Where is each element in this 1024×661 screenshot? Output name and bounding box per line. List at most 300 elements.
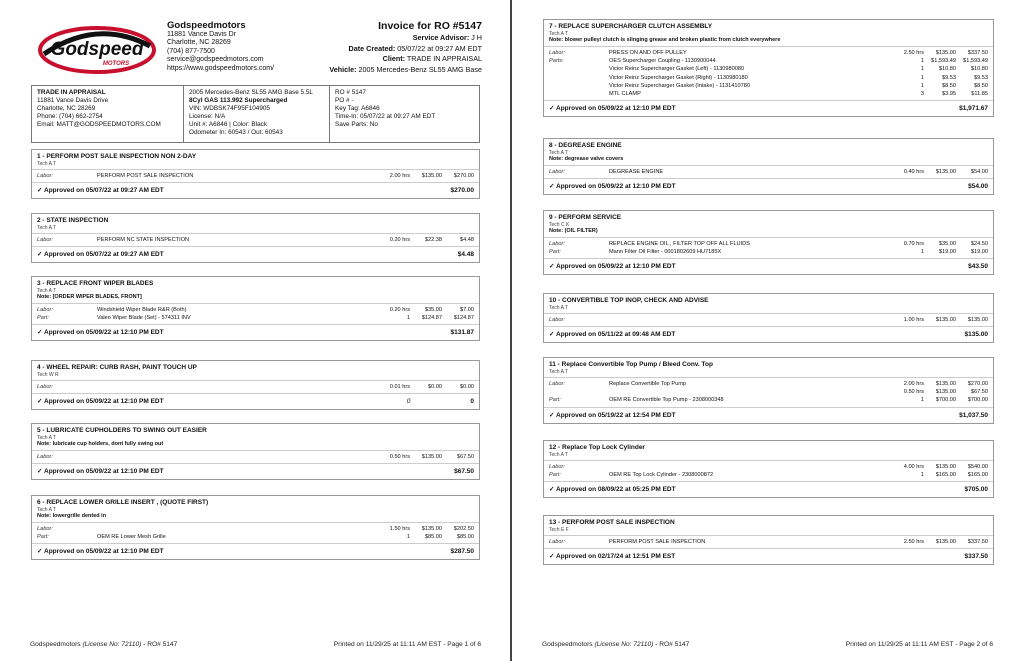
job-header — [32, 424, 479, 450]
client-name: TRADE IN APPRAISAL — [37, 89, 106, 96]
job-tech: Tech A T — [37, 161, 57, 167]
line-type: Labor: — [549, 539, 565, 545]
job-footer — [32, 324, 479, 340]
line-quantity: 1.00 hrs — [903, 317, 924, 323]
job-lines — [544, 165, 993, 178]
approval-status: ✓ Approved on 05/09/22 at 12:10 PM EDT — [37, 398, 164, 406]
job-footer — [544, 100, 993, 116]
line-amount: $8.50 — [974, 82, 988, 89]
job-title: 12 - Replace Top Lock Cylinder — [549, 444, 645, 451]
job-footer — [544, 178, 993, 194]
job-note-label: Note: — [549, 156, 564, 162]
job-title: 5 - LUBRICATE CUPHOLDERS TO SWING OUT EASIER — [37, 427, 207, 434]
line-type — [549, 388, 609, 396]
job-total: $337.50 — [964, 553, 988, 561]
job-lines — [32, 169, 479, 182]
job-line-item — [37, 453, 474, 461]
line-quantity: 0.20 hrs — [389, 307, 410, 313]
job-line-item — [37, 533, 474, 541]
job-title: 11 - Replace Convertible Top Pump / Bleed Conv. Top — [549, 361, 713, 368]
job-header — [544, 139, 993, 165]
job-header — [544, 358, 993, 377]
job-card — [543, 293, 994, 343]
shop-email[interactable]: service@godspeedmotors.com — [167, 56, 264, 64]
line-quantity: 1 — [406, 315, 410, 322]
vehicle-line-1: 2005 Mercedes-Benz SL55 AMG Base 5.5L — [189, 89, 313, 96]
line-rate: $35.00 — [938, 241, 956, 247]
job-line-item — [549, 388, 988, 396]
approval-status: ✓ Approved on 05/07/22 at 09:27 AM EDT — [37, 251, 164, 259]
footer-ro: - RO# 5147 — [143, 641, 178, 648]
line-quantity: 1 — [920, 249, 924, 256]
approval-status: ✓ Approved on 05/19/22 at 12:54 PM EDT — [549, 411, 676, 419]
line-quantity: 2.50 hrs — [903, 539, 924, 545]
line-amount: $4.48 — [460, 237, 474, 243]
job-note-label: Note: — [37, 441, 52, 447]
line-amount: $67.50 — [970, 389, 988, 396]
footer-shop: Godspeedmotors — [30, 641, 81, 648]
line-type: Parts: — [549, 58, 564, 65]
line-type: Labor: — [549, 464, 565, 470]
job-tech: Tech A T — [37, 225, 57, 231]
line-amount: $337.50 — [967, 539, 988, 545]
line-amount: $135.00 — [967, 317, 988, 323]
line-amount: $10.80 — [970, 66, 988, 73]
job-card — [543, 515, 994, 565]
job-note-text: degrease valve covers — [564, 156, 624, 162]
job-title: 1 - PERFORM POST SALE INSPECTION NON 2-DAY — [37, 153, 197, 160]
line-type: Labor: — [37, 237, 53, 243]
line-amount: $1,593.49 — [963, 58, 988, 65]
line-description: Victor Reinz Supercharger Gasket (Intake) - 1131410780 — [609, 82, 750, 89]
created-value: 05/07/22 at 09:27 AM EDT — [397, 43, 482, 53]
job-footer — [544, 407, 993, 423]
line-amount: $270.00 — [967, 381, 988, 387]
job-note-text: [ORDER WIPER BLADES, FRONT] — [52, 294, 142, 300]
job-note — [549, 37, 988, 44]
client-address-2: Charlotte, NC 28269 — [37, 104, 96, 112]
job-note-text: blower pulley/ clutch is slinging grease and broken plastic from clutch everywhere — [564, 37, 781, 43]
job-total: $67.50 — [454, 468, 474, 476]
job-header — [544, 516, 993, 535]
job-line-item — [37, 525, 474, 533]
job-footer — [32, 463, 479, 479]
line-rate: $135.00 — [935, 169, 956, 175]
job-line-item — [37, 306, 474, 314]
line-description: PRESS ON AND OFF PULLEY — [609, 50, 687, 56]
line-type: Labor: — [549, 169, 565, 175]
line-description: OEM RE Top Lock Cylinder - 2308000872 — [609, 472, 714, 479]
line-type — [549, 65, 609, 73]
line-rate: $135.00 — [421, 526, 442, 532]
job-card — [31, 213, 480, 263]
save-parts: Save Parts: No — [335, 120, 378, 128]
job-total: $4.48 — [457, 251, 474, 259]
shop-url[interactable]: https://www.godspeedmotors.com/ — [167, 64, 274, 72]
line-rate: $8.50 — [942, 82, 956, 89]
line-quantity: 1 — [920, 472, 924, 479]
job-lines — [544, 313, 993, 326]
line-description: MTL CLAMP — [609, 91, 641, 98]
line-amount: $24.50 — [970, 241, 988, 247]
line-quantity: 3 — [920, 91, 924, 98]
job-tech: Tech A T — [549, 31, 569, 37]
line-rate: $3.95 — [942, 91, 956, 98]
job-lines — [32, 522, 479, 543]
job-total: $43.50 — [968, 263, 988, 271]
line-type: Labor: — [37, 307, 53, 313]
job-note-label: Note: — [37, 294, 52, 300]
line-description: Victor Reinz Supercharger Gasket (Right) - 1130980180 — [609, 74, 748, 81]
vehicle-line-2: 8Cyl GAS 113.992 Supercharged — [189, 96, 288, 104]
line-description: OEM RE Convertible Top Pump - 2308000348 — [609, 397, 724, 404]
line-type: Part: — [549, 249, 561, 256]
footer-license: (License No: 72110) — [82, 641, 142, 648]
line-rate: $135.00 — [935, 50, 956, 56]
job-line-item — [549, 65, 988, 73]
shop-address-1: 11881 Vance Davis Dr — [167, 31, 236, 38]
line-description: Valeo Wiper Blade (Set) - 574311 INV — [97, 315, 191, 322]
vehicle-value: 2005 Mercedes-Benz SL55 AMG Base — [358, 64, 482, 74]
job-card — [31, 495, 480, 560]
line-quantity: 0.40 hrs — [903, 169, 924, 175]
job-note — [549, 228, 988, 235]
line-amount: $124.87 — [453, 315, 474, 322]
line-description: OEM RE Lower Mesh Grille — [97, 534, 166, 541]
footer-ro: - RO# 5147 — [655, 641, 690, 648]
job-card — [31, 423, 480, 480]
job-tech: Tech A T — [549, 305, 569, 311]
line-type: Part: — [549, 472, 561, 479]
line-quantity: 1 — [920, 66, 924, 73]
line-rate: $10.80 — [938, 66, 956, 73]
invoice-page-1 — [0, 0, 511, 661]
line-description — [97, 453, 376, 461]
job-footer — [544, 258, 993, 274]
job-card — [31, 276, 480, 341]
advisor-value: J H — [471, 33, 482, 42]
approval-status: ✓ Approved on 05/09/22 at 12:10 PM EDT — [37, 548, 164, 556]
job-line-item — [549, 49, 988, 57]
line-description: OES Supercharger Coupling - 1130900044 — [609, 58, 716, 65]
line-rate: $124.87 — [421, 315, 442, 322]
line-type — [549, 90, 609, 98]
job-header — [32, 361, 479, 380]
job-header — [544, 294, 993, 313]
job-line-item — [549, 396, 988, 404]
job-lines — [32, 303, 479, 324]
created-label: Date Created: — [348, 43, 396, 53]
job-note — [37, 294, 474, 301]
line-description — [97, 383, 376, 391]
job-lines — [32, 380, 479, 393]
line-description — [97, 525, 376, 533]
line-amount: $19.00 — [970, 249, 988, 256]
job-total: $1,037.50 — [959, 411, 988, 419]
job-line-item — [549, 463, 988, 471]
job-lines — [32, 450, 479, 463]
line-amount: $9.53 — [974, 74, 988, 81]
line-rate: $135.00 — [935, 317, 956, 323]
line-description: Replace Convertible Top Pump — [609, 381, 687, 387]
job-lines — [544, 46, 993, 100]
job-line-item — [549, 90, 988, 98]
job-title: 7 - REPLACE SUPERCHARGER CLUTCH ASSEMBLY — [549, 23, 713, 30]
vehicle-info — [184, 86, 330, 142]
approval-status: ✓ Approved on 08/09/22 at 05:25 PM EDT — [549, 486, 676, 494]
job-card — [31, 360, 480, 410]
shop-phone: (704) 877-7500 — [167, 47, 215, 55]
line-quantity: 2.50 hrs — [903, 50, 924, 56]
job-line-item — [549, 168, 988, 176]
advisor-label: Service Advisor: — [412, 33, 470, 42]
line-rate: $135.00 — [421, 173, 442, 179]
po-number: PO # - — [335, 96, 354, 104]
line-quantity: 0.01 hrs — [389, 384, 410, 390]
line-quantity: 1 — [920, 74, 924, 81]
job-note — [37, 513, 474, 520]
info-box — [31, 85, 480, 143]
line-rate: $19.00 — [938, 249, 956, 256]
job-note-label: Note: — [37, 513, 52, 519]
job-lines — [32, 233, 479, 246]
line-amount: $202.50 — [453, 526, 474, 532]
client-label: Client: — [382, 54, 406, 63]
job-tech: Tech C K — [549, 222, 570, 228]
line-quantity: 1 — [920, 397, 924, 404]
line-type — [549, 82, 609, 90]
job-card — [543, 357, 994, 424]
job-note-text: lubricate cup holders, dont fully swing out — [52, 441, 164, 447]
job-total: $270.00 — [450, 187, 474, 195]
line-quantity: 1 — [920, 82, 924, 89]
job-total: $1,971.67 — [959, 105, 988, 113]
approval-status: ✓ Approved on 05/07/22 at 09:27 AM EDT — [37, 187, 164, 195]
job-footer — [32, 393, 479, 409]
job-title: 8 - DEGREASE ENGINE — [549, 142, 622, 149]
job-title: 13 - PERFORM POST SALE INSPECTION — [549, 519, 675, 526]
job-total: $131.87 — [450, 329, 474, 337]
line-quantity: 2.00 hrs — [389, 173, 410, 179]
job-total: $54.00 — [968, 183, 988, 191]
job-note-label: Note: — [549, 37, 564, 43]
job-lines — [544, 535, 993, 548]
line-type: Labor: — [549, 50, 565, 56]
ro-info — [330, 86, 479, 142]
line-rate: $700.00 — [935, 397, 956, 404]
time-in: Time-In: 05/07/22 at 09:27 AM EDT — [335, 112, 436, 120]
footer-printed: Printed on 11/29/25 at 11:11 AM EST - Page 2 of 6 — [845, 641, 993, 648]
job-title: 3 - REPLACE FRONT WIPER BLADES — [37, 280, 154, 287]
job-header — [32, 496, 479, 522]
vehicle-label: Vehicle: — [329, 64, 357, 74]
line-description: PERFORM POST SALE INSPECTION — [609, 539, 706, 545]
approval-status: ✓ Approved on 05/09/22 at 12:10 PM EDT — [37, 468, 164, 476]
invoice-title: Invoice for RO #5147 — [378, 20, 482, 32]
job-tech: Tech E F — [549, 527, 569, 533]
line-type: Labor: — [549, 241, 565, 247]
line-rate: $135.00 — [421, 454, 442, 460]
job-line-item — [549, 240, 988, 248]
job-tech: Tech A T — [549, 150, 569, 156]
invoice-header — [30, 18, 482, 82]
line-rate: $135.00 — [935, 464, 956, 470]
line-type: Labor: — [37, 526, 53, 532]
line-type: Labor: — [549, 381, 565, 387]
client-phone: Phone: (704) 662-2754 — [37, 112, 103, 120]
approval-status: ✓ Approved on 05/09/22 at 12:10 PM EDT — [549, 183, 676, 191]
line-amount: $165.00 — [967, 472, 988, 479]
job-header — [544, 211, 993, 237]
line-quantity: 4.00 hrs — [903, 464, 924, 470]
line-quantity: 0.20 hrs — [389, 237, 410, 243]
job-line-item — [549, 57, 988, 65]
line-rate: $135.00 — [935, 389, 956, 396]
job-line-item — [37, 236, 474, 244]
job-note-text: lowergrille dented in — [52, 513, 107, 519]
line-type: Part: — [37, 534, 49, 541]
job-header — [32, 214, 479, 233]
line-type — [549, 74, 609, 82]
line-amount: $7.00 — [460, 307, 474, 313]
vehicle-unit: Unit #: A6846 | Color: Black — [189, 120, 268, 128]
job-header — [544, 20, 993, 46]
line-description: PERFORM POST SALE INSPECTION — [97, 173, 194, 179]
line-amount: $54.00 — [970, 169, 988, 175]
job-card — [543, 440, 994, 498]
key-tag: Key Tag: A6846 — [335, 104, 380, 112]
job-total: $287.50 — [450, 548, 474, 556]
line-rate: $135.00 — [935, 381, 956, 387]
line-rate: $135.00 — [935, 539, 956, 545]
job-title: 4 - WHEEL REPAIR: CURB RASH, PAINT TOUCH UP — [37, 364, 197, 371]
invoice-page-2 — [512, 0, 1023, 661]
line-amount: $540.00 — [967, 464, 988, 470]
job-tech: Tech A T — [37, 507, 57, 513]
job-line-item — [549, 471, 988, 479]
job-note — [549, 156, 988, 163]
job-footer — [32, 246, 479, 262]
approval-status: ✓ Approved on 05/09/22 at 12:10 PM EDT — [549, 263, 676, 271]
line-quantity: 0.70 hrs — [903, 241, 924, 247]
line-description — [609, 388, 890, 396]
job-footer — [32, 543, 479, 559]
job-card — [31, 149, 480, 199]
job-title: 9 - PERFORM SERVICE — [549, 214, 622, 221]
line-quantity: 1 — [406, 534, 410, 541]
line-amount: $85.00 — [456, 534, 474, 541]
invoice-summary — [329, 20, 482, 75]
job-header — [32, 150, 479, 169]
line-amount: $270.00 — [453, 173, 474, 179]
line-description — [609, 463, 890, 471]
footer-shop: Godspeedmotors — [542, 641, 593, 648]
line-rate: $22.38 — [424, 237, 442, 243]
approval-status: ✓ Approved on 02/17/24 at 12:51 PM EST — [549, 553, 676, 561]
job-footer — [544, 548, 993, 564]
line-rate: $165.00 — [935, 472, 956, 479]
line-type: Labor: — [37, 384, 53, 390]
job-line-item — [549, 538, 988, 546]
job-footer — [544, 326, 993, 342]
job-note-label: Note: — [549, 228, 564, 234]
line-description: Windshield Wiper Blade R&R (Both) — [97, 307, 187, 313]
job-footer — [544, 481, 993, 497]
approval-status: ✓ Approved on 05/09/22 at 12:10 PM EDT — [37, 329, 164, 337]
line-rate: $1,593.49 — [931, 58, 956, 65]
job-card — [543, 210, 994, 275]
footer-license: (License No: 72110) — [594, 641, 654, 648]
job-title: 6 - REPLACE LOWER GRILLE INSERT , (QUOTE FIRST) — [37, 499, 209, 506]
job-tech: Tech A T — [549, 369, 569, 375]
shop-name: Godspeedmotors — [167, 20, 246, 31]
job-header — [32, 277, 479, 303]
logo-wordmark: Godspeed — [50, 39, 144, 60]
job-tech: Tech A T — [549, 452, 569, 458]
footer-printed: Printed on 11/29/25 at 11:11 AM EST - Page 1 of 6 — [333, 641, 481, 648]
job-tech: Tech A T — [37, 435, 57, 441]
line-type: Labor: — [549, 317, 565, 323]
line-rate: $9.53 — [942, 74, 956, 81]
client-info — [32, 86, 184, 142]
line-description: Mann Filter Oil Filter - 0001802609 HU7185X — [609, 249, 722, 256]
job-line-item — [549, 74, 988, 82]
line-quantity: 0.50 hrs — [389, 454, 410, 460]
job-card — [543, 19, 994, 117]
line-quantity: 1 — [920, 58, 924, 65]
job-title: 10 - CONVERTIBLE TOP INOP, CHECK AND ADVISE — [549, 297, 709, 304]
job-note — [37, 441, 474, 448]
job-header — [544, 441, 993, 460]
line-type: Labor: — [37, 454, 53, 460]
line-description — [609, 316, 890, 324]
job-footer — [32, 182, 479, 198]
job-title: 2 - STATE INSPECTION — [37, 217, 109, 224]
vehicle-vin: VIN: WDBSK74F95F104905 — [189, 104, 270, 112]
job-lines — [544, 237, 993, 258]
job-line-item — [549, 82, 988, 90]
line-rate: $35.00 — [424, 307, 442, 313]
line-amount: $11.85 — [971, 91, 988, 98]
job-lines — [544, 377, 993, 407]
client-address-1: 11881 Vance Davis Drive — [37, 96, 109, 104]
line-type: Part: — [549, 397, 561, 404]
line-description: REPLACE ENGINE OIL , FILTER TOP OFF ALL FLUIDS — [609, 241, 750, 247]
line-amount: $337.50 — [967, 50, 988, 56]
line-quantity: 1.50 hrs — [389, 526, 410, 532]
godspeed-logo — [38, 24, 156, 76]
client-value: TRADE IN APPRAISAL — [406, 54, 482, 63]
job-tech: Tech A T — [37, 288, 57, 294]
line-quantity: 0.50 hrs — [903, 389, 924, 396]
line-quantity: 2.00 hrs — [903, 381, 924, 387]
job-extra: 0 — [406, 398, 411, 406]
line-description: Victor Reinz Supercharger Gasket (Left) - 1130980080 — [609, 66, 745, 73]
line-description: PERFORM NC STATE INSPECTION — [97, 237, 190, 243]
job-line-item — [37, 172, 474, 180]
job-line-item — [549, 380, 988, 388]
job-total: 0 — [470, 398, 474, 406]
job-tech: Tech W R — [37, 372, 59, 378]
job-lines — [544, 460, 993, 481]
client-email: Email: MATT@GODSPEEDMOTORS.COM — [37, 120, 161, 128]
job-line-item — [549, 316, 988, 324]
job-total: $135.00 — [964, 331, 988, 339]
job-total: $705.00 — [964, 486, 988, 494]
ro-number: RO # 5147 — [335, 89, 366, 96]
line-description: DEGREASE ENGINE — [609, 169, 664, 175]
line-amount: $700.00 — [967, 397, 988, 404]
